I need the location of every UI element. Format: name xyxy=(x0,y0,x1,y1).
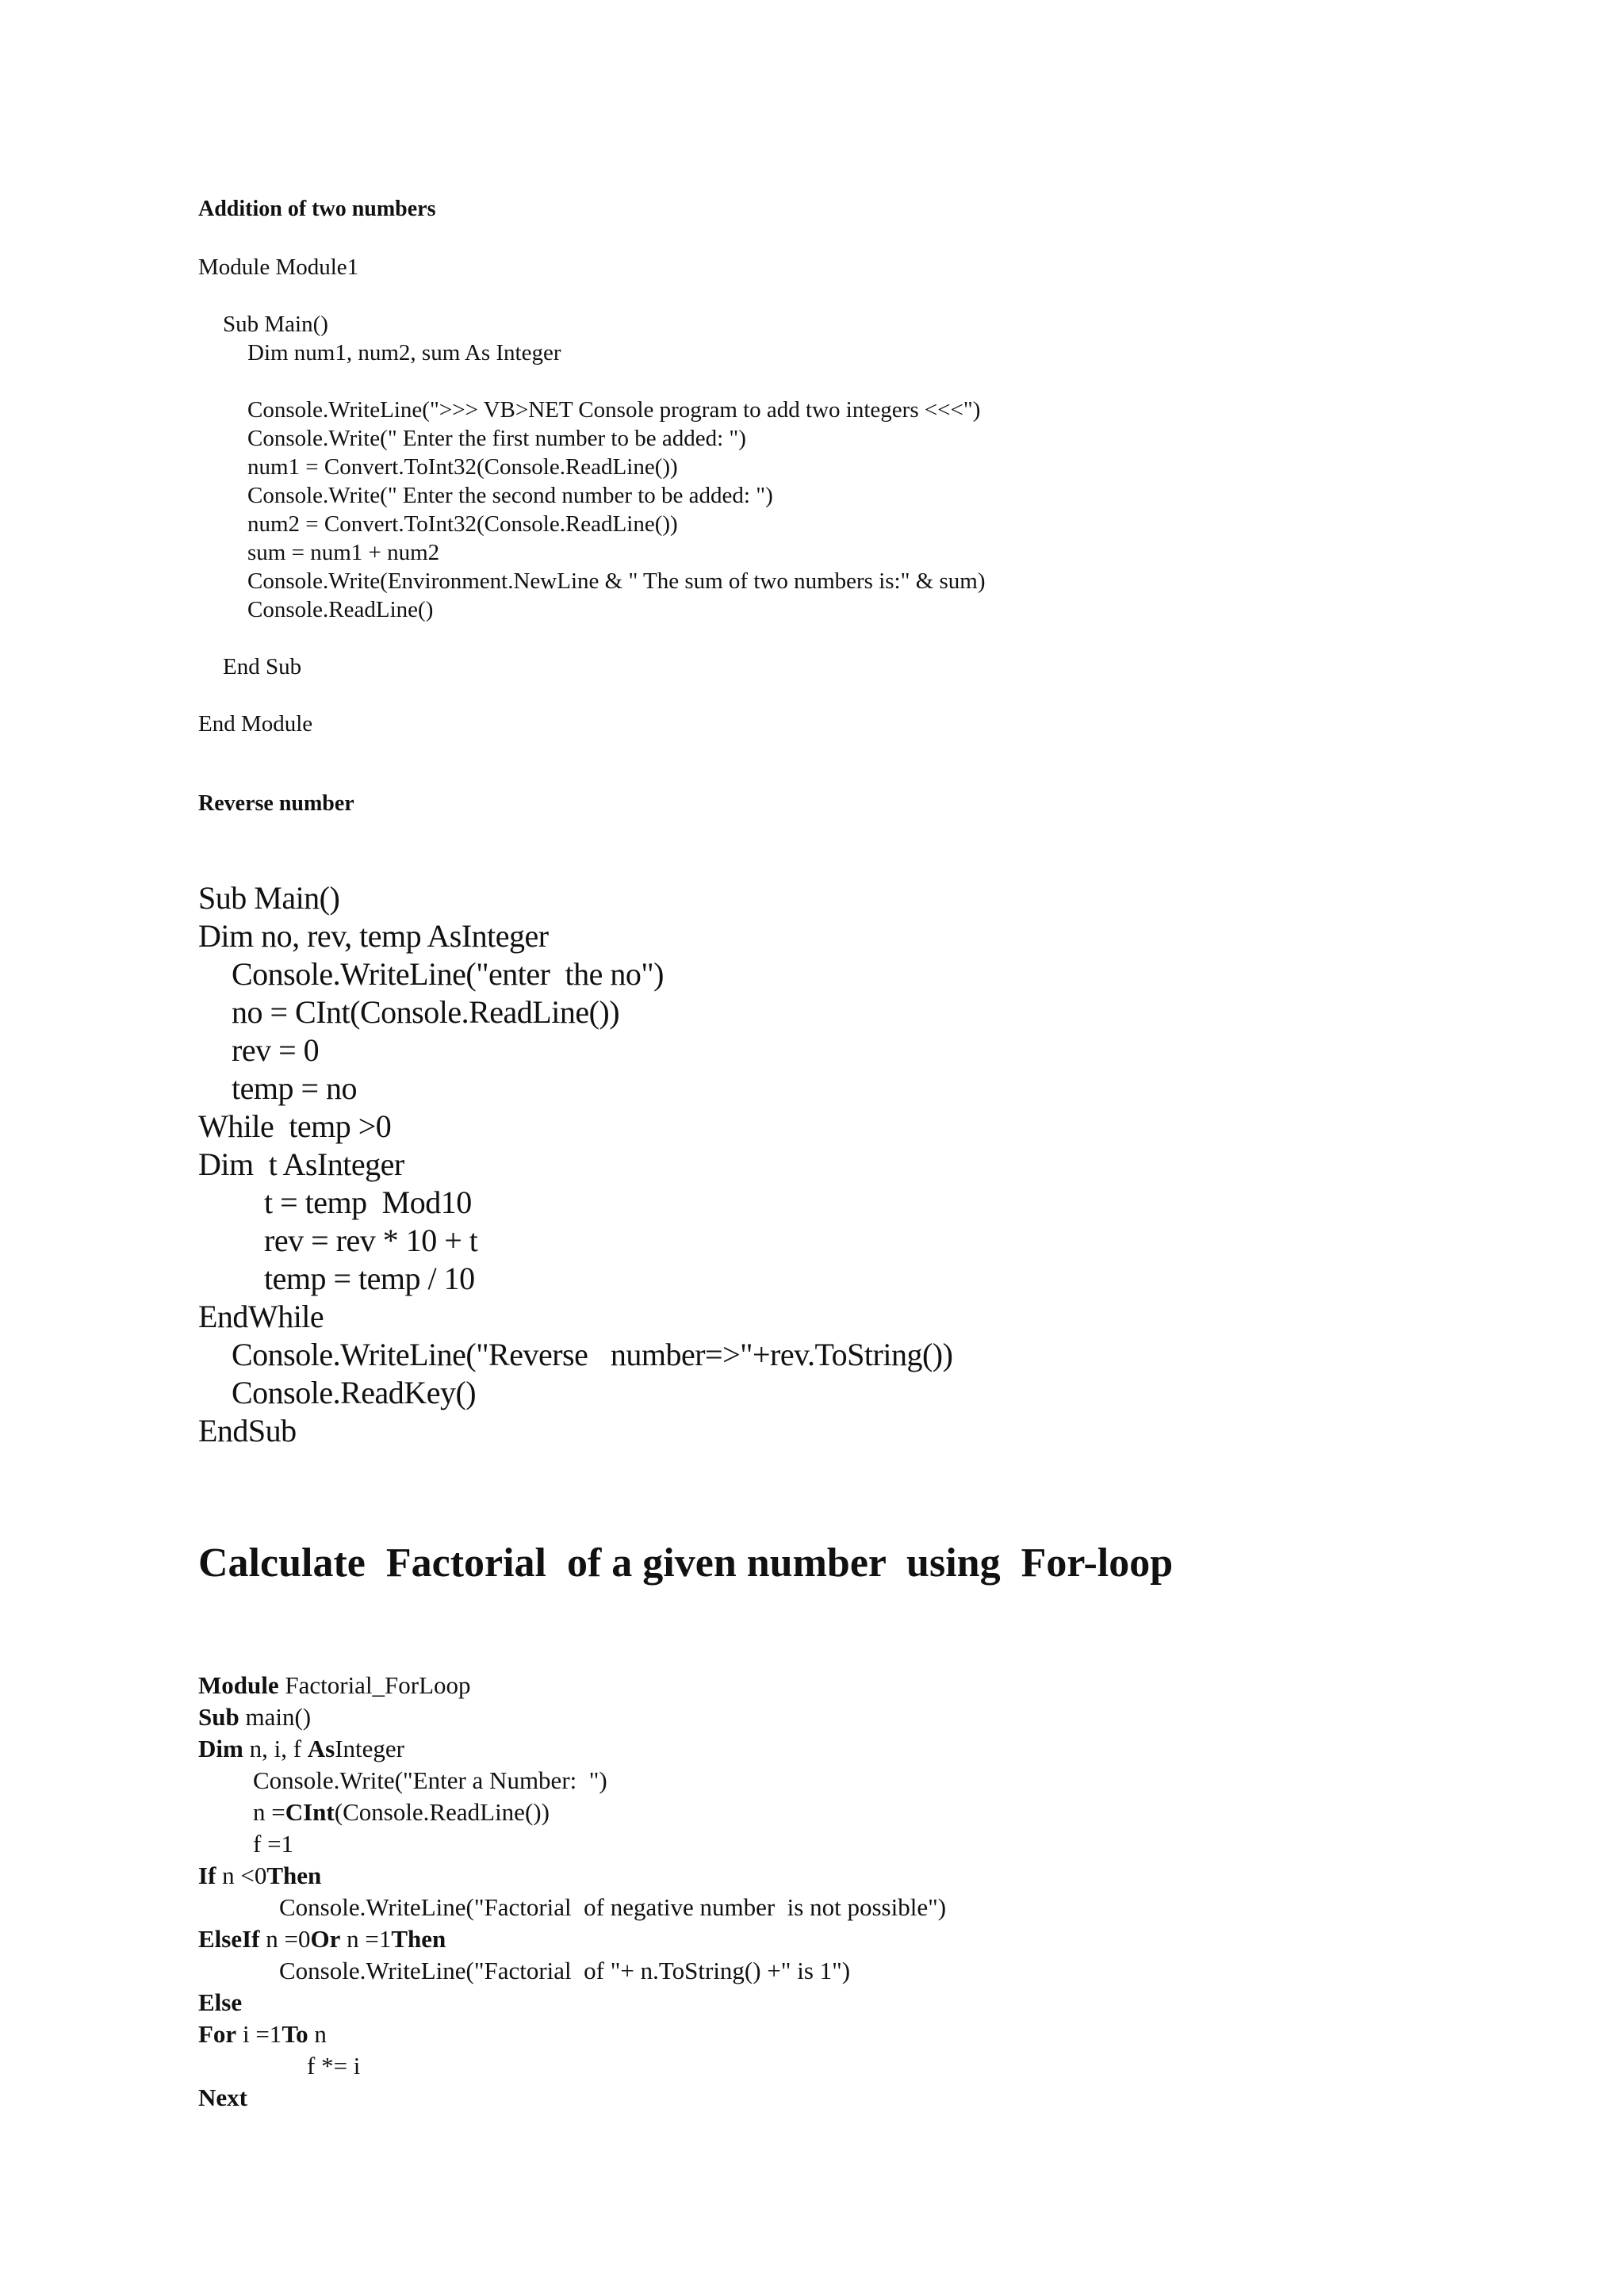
code-line: EndWhile xyxy=(198,1299,324,1334)
code-line: no = CInt(Console.ReadLine()) xyxy=(232,994,620,1030)
code-line: Console.WriteLine("Factorial of "+ n.ToString() +" is 1") xyxy=(279,1957,851,1984)
section-heading-reverse: Reverse number xyxy=(198,791,354,816)
code-line: rev = 0 xyxy=(232,1032,320,1068)
code-line: Console.WriteLine("Reverse number=>"+rev.ToString()) xyxy=(232,1337,953,1372)
code-line: Dim n, i, f AsInteger xyxy=(198,1735,404,1762)
code-line: Console.WriteLine("enter the no") xyxy=(232,956,664,992)
code-line: Module Factorial_ForLoop xyxy=(198,1671,471,1699)
code-line: Module Module1 xyxy=(198,254,359,280)
code-line: Console.WriteLine("Factorial of negative number is not possible") xyxy=(279,1893,947,1921)
code-line: Console.ReadLine() xyxy=(247,597,434,622)
code-line: For i =1To n xyxy=(198,2020,327,2048)
code-line: Console.Write(" Enter the second number to be added: ") xyxy=(247,483,773,508)
section-heading-factorial: Calculate Factorial of a given number using For-loop xyxy=(198,1540,1174,1586)
code-line: sum = num1 + num2 xyxy=(247,540,440,565)
code-line: rev = rev * 10 + t xyxy=(264,1223,478,1258)
code-line: Sub main() xyxy=(198,1703,312,1731)
code-line: num2 = Convert.ToInt32(Console.ReadLine()) xyxy=(247,511,678,537)
code-line: While temp >0 xyxy=(198,1108,392,1144)
code-line: Dim t AsInteger xyxy=(198,1146,404,1182)
code-line: Sub Main() xyxy=(223,312,328,337)
code-line: Dim num1, num2, sum As Integer xyxy=(247,340,561,365)
code-line: Console.Write(Environment.NewLine & " The sum of two numbers is:" & sum) xyxy=(247,568,986,594)
code-line: If n <0Then xyxy=(198,1862,322,1889)
code-line: Console.WriteLine(">>> VB>NET Console program to add two integers <<<") xyxy=(247,397,981,423)
code-line: End Module xyxy=(198,711,313,737)
code-line: EndSub xyxy=(198,1413,297,1448)
code-line: Dim no, rev, temp AsInteger xyxy=(198,918,549,954)
code-line: temp = no xyxy=(232,1070,358,1106)
code-line: Console.Write("Enter a Number: ") xyxy=(253,1766,607,1794)
code-line: ElseIf n =0Or n =1Then xyxy=(198,1925,446,1953)
code-line: End Sub xyxy=(223,654,302,679)
code-line: Next xyxy=(198,2084,247,2111)
code-line: n =CInt(Console.ReadLine()) xyxy=(253,1798,550,1826)
code-line: Else xyxy=(198,1988,243,2016)
code-line: Console.Write(" Enter the first number to be added: ") xyxy=(247,426,746,451)
code-line: temp = temp / 10 xyxy=(264,1261,475,1296)
code-line: num1 = Convert.ToInt32(Console.ReadLine()) xyxy=(247,454,678,480)
code-line: Console.ReadKey() xyxy=(232,1375,477,1410)
code-line: f =1 xyxy=(253,1830,294,1858)
code-line: Sub Main() xyxy=(198,880,340,916)
code-line: t = temp Mod10 xyxy=(264,1184,472,1220)
section-heading-addition: Addition of two numbers xyxy=(198,197,436,221)
code-line: f *= i xyxy=(307,2052,361,2080)
